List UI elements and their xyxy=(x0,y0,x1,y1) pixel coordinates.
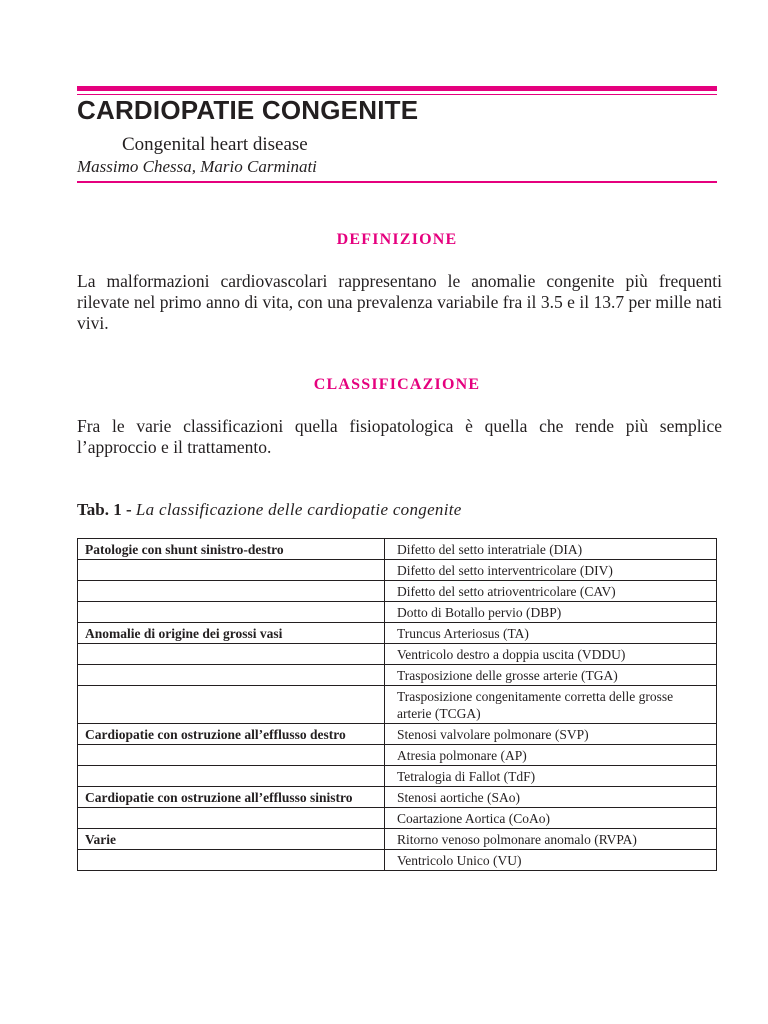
table-cell-category xyxy=(78,766,385,787)
table-cell-condition: Stenosi valvolare polmonare (SVP) xyxy=(385,724,717,745)
table-caption-label: Tab. 1 - xyxy=(77,500,132,519)
table-cell-condition: Truncus Arteriosus (TA) xyxy=(385,623,717,644)
table-row xyxy=(78,560,717,581)
table-caption xyxy=(77,500,462,520)
table-row xyxy=(78,850,717,871)
section-heading-definizione: DEFINIZIONE xyxy=(336,231,458,248)
table-cell-condition: Stenosi aortiche (SAo) xyxy=(385,787,717,808)
header-rule-thick xyxy=(77,86,717,91)
table-cell-category: Varie xyxy=(78,829,385,850)
table-row xyxy=(78,787,717,808)
table-cell-condition: Ritorno venoso polmonare anomalo (RVPA) xyxy=(385,829,717,850)
table-row xyxy=(78,686,717,724)
table-cell-category: Cardiopatie con ostruzione all’efflusso sinistro xyxy=(78,787,385,808)
table-cell-category xyxy=(78,686,385,724)
table-caption-text: La classificazione delle cardiopatie congenite xyxy=(135,500,462,519)
table-cell-category xyxy=(78,560,385,581)
table-cell-condition: Tetralogia di Fallot (TdF) xyxy=(385,766,717,787)
table-cell-category xyxy=(78,665,385,686)
table-cell-condition: Ventricolo destro a doppia uscita (VDDU) xyxy=(385,644,717,665)
table-cell-condition: Trasposizione delle grosse arterie (TGA) xyxy=(385,665,717,686)
page-subtitle: Congenital heart disease xyxy=(122,134,308,155)
table-cell-category: Patologie con shunt sinistro-destro xyxy=(78,539,385,560)
table-cell-category: Anomalie di origine dei grossi vasi xyxy=(78,623,385,644)
authors: Massimo Chessa, Mario Carminati xyxy=(77,157,317,176)
table-cell-category xyxy=(78,745,385,766)
classification-paragraph: Fra le varie classificazioni quella fisiopatologica è quella che rende più semplice l’approccio e il trattamento. xyxy=(77,416,722,457)
table-row xyxy=(78,724,717,745)
table-cell-condition: Atresia polmonare (AP) xyxy=(385,745,717,766)
table-row xyxy=(78,745,717,766)
table-cell-category xyxy=(78,581,385,602)
section-heading-classificazione: CLASSIFICAZIONE xyxy=(313,376,481,393)
table-cell-category xyxy=(78,602,385,623)
table-cell-category: Cardiopatie con ostruzione all’efflusso destro xyxy=(78,724,385,745)
table-row xyxy=(78,602,717,623)
table-row xyxy=(78,539,717,560)
table-cell-condition: Difetto del setto interatriale (DIA) xyxy=(385,539,717,560)
table-cell-category xyxy=(78,644,385,665)
table-row xyxy=(78,665,717,686)
table-cell-category xyxy=(78,850,385,871)
definition-paragraph: La malformazioni cardiovascolari rappresentano le anomalie congenite più frequenti rilevate nel primo anno di vita, con una prevalenza variabile fra il 3.5 e il 13.7 per mille nati vivi. xyxy=(77,271,722,333)
table-row xyxy=(78,766,717,787)
table-cell-condition: Dotto di Botallo pervio (DBP) xyxy=(385,602,717,623)
table-cell-condition: Coartazione Aortica (CoAo) xyxy=(385,808,717,829)
table-cell-condition: Difetto del setto atrioventricolare (CAV) xyxy=(385,581,717,602)
table-row xyxy=(78,808,717,829)
table-cell-category xyxy=(78,808,385,829)
table-row xyxy=(78,623,717,644)
table-row xyxy=(78,581,717,602)
table-cell-condition: Trasposizione congenitamente corretta delle grosse arterie (TCGA) xyxy=(385,686,717,724)
header-bottom-rule xyxy=(77,181,717,183)
table-row xyxy=(78,829,717,850)
table-cell-condition: Ventricolo Unico (VU) xyxy=(385,850,717,871)
page-title: CARDIOPATIE CONGENITE xyxy=(77,95,419,125)
classification-table xyxy=(77,538,717,871)
table-row xyxy=(78,644,717,665)
table-cell-condition: Difetto del setto interventricolare (DIV) xyxy=(385,560,717,581)
